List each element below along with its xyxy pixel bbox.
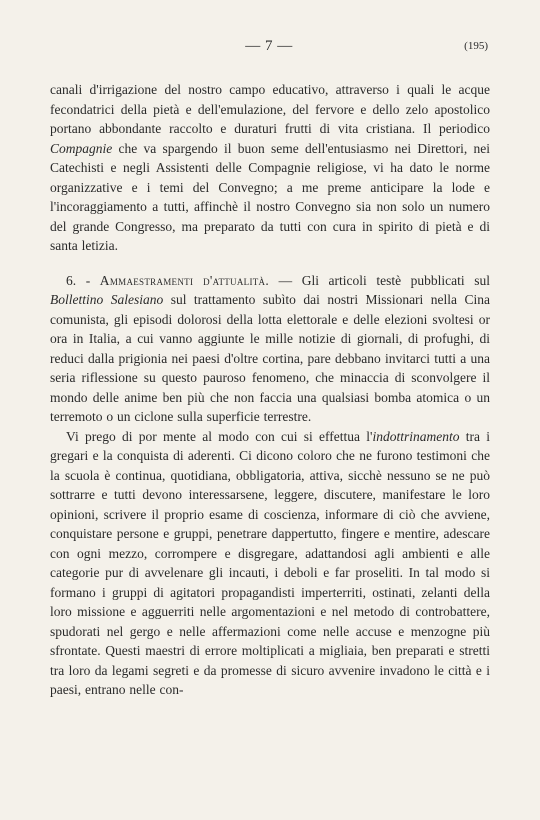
emphasized-term: indottrinamento — [372, 428, 460, 444]
text-run: Vi prego di por mente al modo con cui si effettua l' — [66, 428, 373, 444]
text-run: tra i gregari e la conquista di aderenti. Ci dicono coloro che ne furono testimoni che la scuola è continua, quotidiana, obbligatoria, attiva, sicchè nessuno se ne può sottrarre e tutti devono interessarsene, leggere, discutere, manifestare le loro opinioni, scrivere il proprio esame di coscienza, informare di ciò che avviene, conquistare persone e gruppi, penetrare dappertutto, fingere e mentire, adescare con ogni mezzo, corrompere e disgregare, adattandosi agli ambienti e alle categorie pur di avvelenare gli incauti, i deboli e far proseliti. In tal modo si formano i gruppi di agitatori propagandisti imperterriti, ostinati, zelanti della loro missione e agguerriti nelle argomentazioni e nel metodo di controbattere, spudorati nel gergo e nelle affermazioni come nelle accuse e menzogne più sfrontate. Questi maestri di errore moltiplicati a migliaia, ben preparati e stretti tra loro da legami segreti e da promesse di sicuro avvenire invadono le città e i paesi, entrano nelle con- — [50, 428, 490, 697]
text-run: canali d'irrigazione del nostro campo educativo, attraverso i quali le acque fecondatrici della pietà e dell'emulazione, del fervore e dello zelo apostolico portano abbondante raccolto e duraturi frutti di vita cristiana. Il periodico — [50, 82, 490, 136]
section-heading: Ammaestramenti d'attualità. — [99, 272, 270, 288]
section-number: 6. - — [66, 272, 100, 288]
publication-title: Bollettino Salesiano — [50, 292, 164, 307]
text-run: sul trattamento subìto dai nostri Missionari nella Cina comunista, gli episodi dolorosi della lotta elettorale e delle elezioni svoltesi or ora in Italia, a cui vanno aggiunte le mille notizie di giornali, di profughi, di reduci dalla prigionia nei paesi d'oltre cortina, pare debbano invitarci tutti a una seria riflessione su questo pauroso fenomeno, che minaccia di sconvolgere il mondo delle anime ben più che non faccia una qualsiasi bomba atomica o un terremoto o un ciclone sulla superficie terrestre. — [50, 292, 490, 424]
paragraph-continued — [50, 80, 490, 256]
section-6-paragraph — [50, 271, 490, 427]
page-reference: (195) — [464, 40, 488, 52]
text-run: che va spargendo il buon seme dell'entusiasmo nei Direttori, nei Catechisti e negli Assistenti delle Compagnie religiose, vi ha dato le norme organizzative e i temi del Convegno; a me preme anticipare la lode e l'incoraggiamento a tutti, affinchè il nostro Convegno sia non solo un numero del grande Congresso, ma preparato da tutti con cura in spirito di pietà e di santa letizia. — [50, 140, 490, 253]
text-run: — Gli articoli testè pubblicati sul — [269, 272, 490, 288]
text-body — [50, 80, 490, 700]
page-number: — 7 — — [245, 38, 293, 54]
page-header — [50, 38, 488, 58]
periodical-title: Compagnie — [50, 140, 113, 156]
paragraph — [50, 427, 490, 700]
